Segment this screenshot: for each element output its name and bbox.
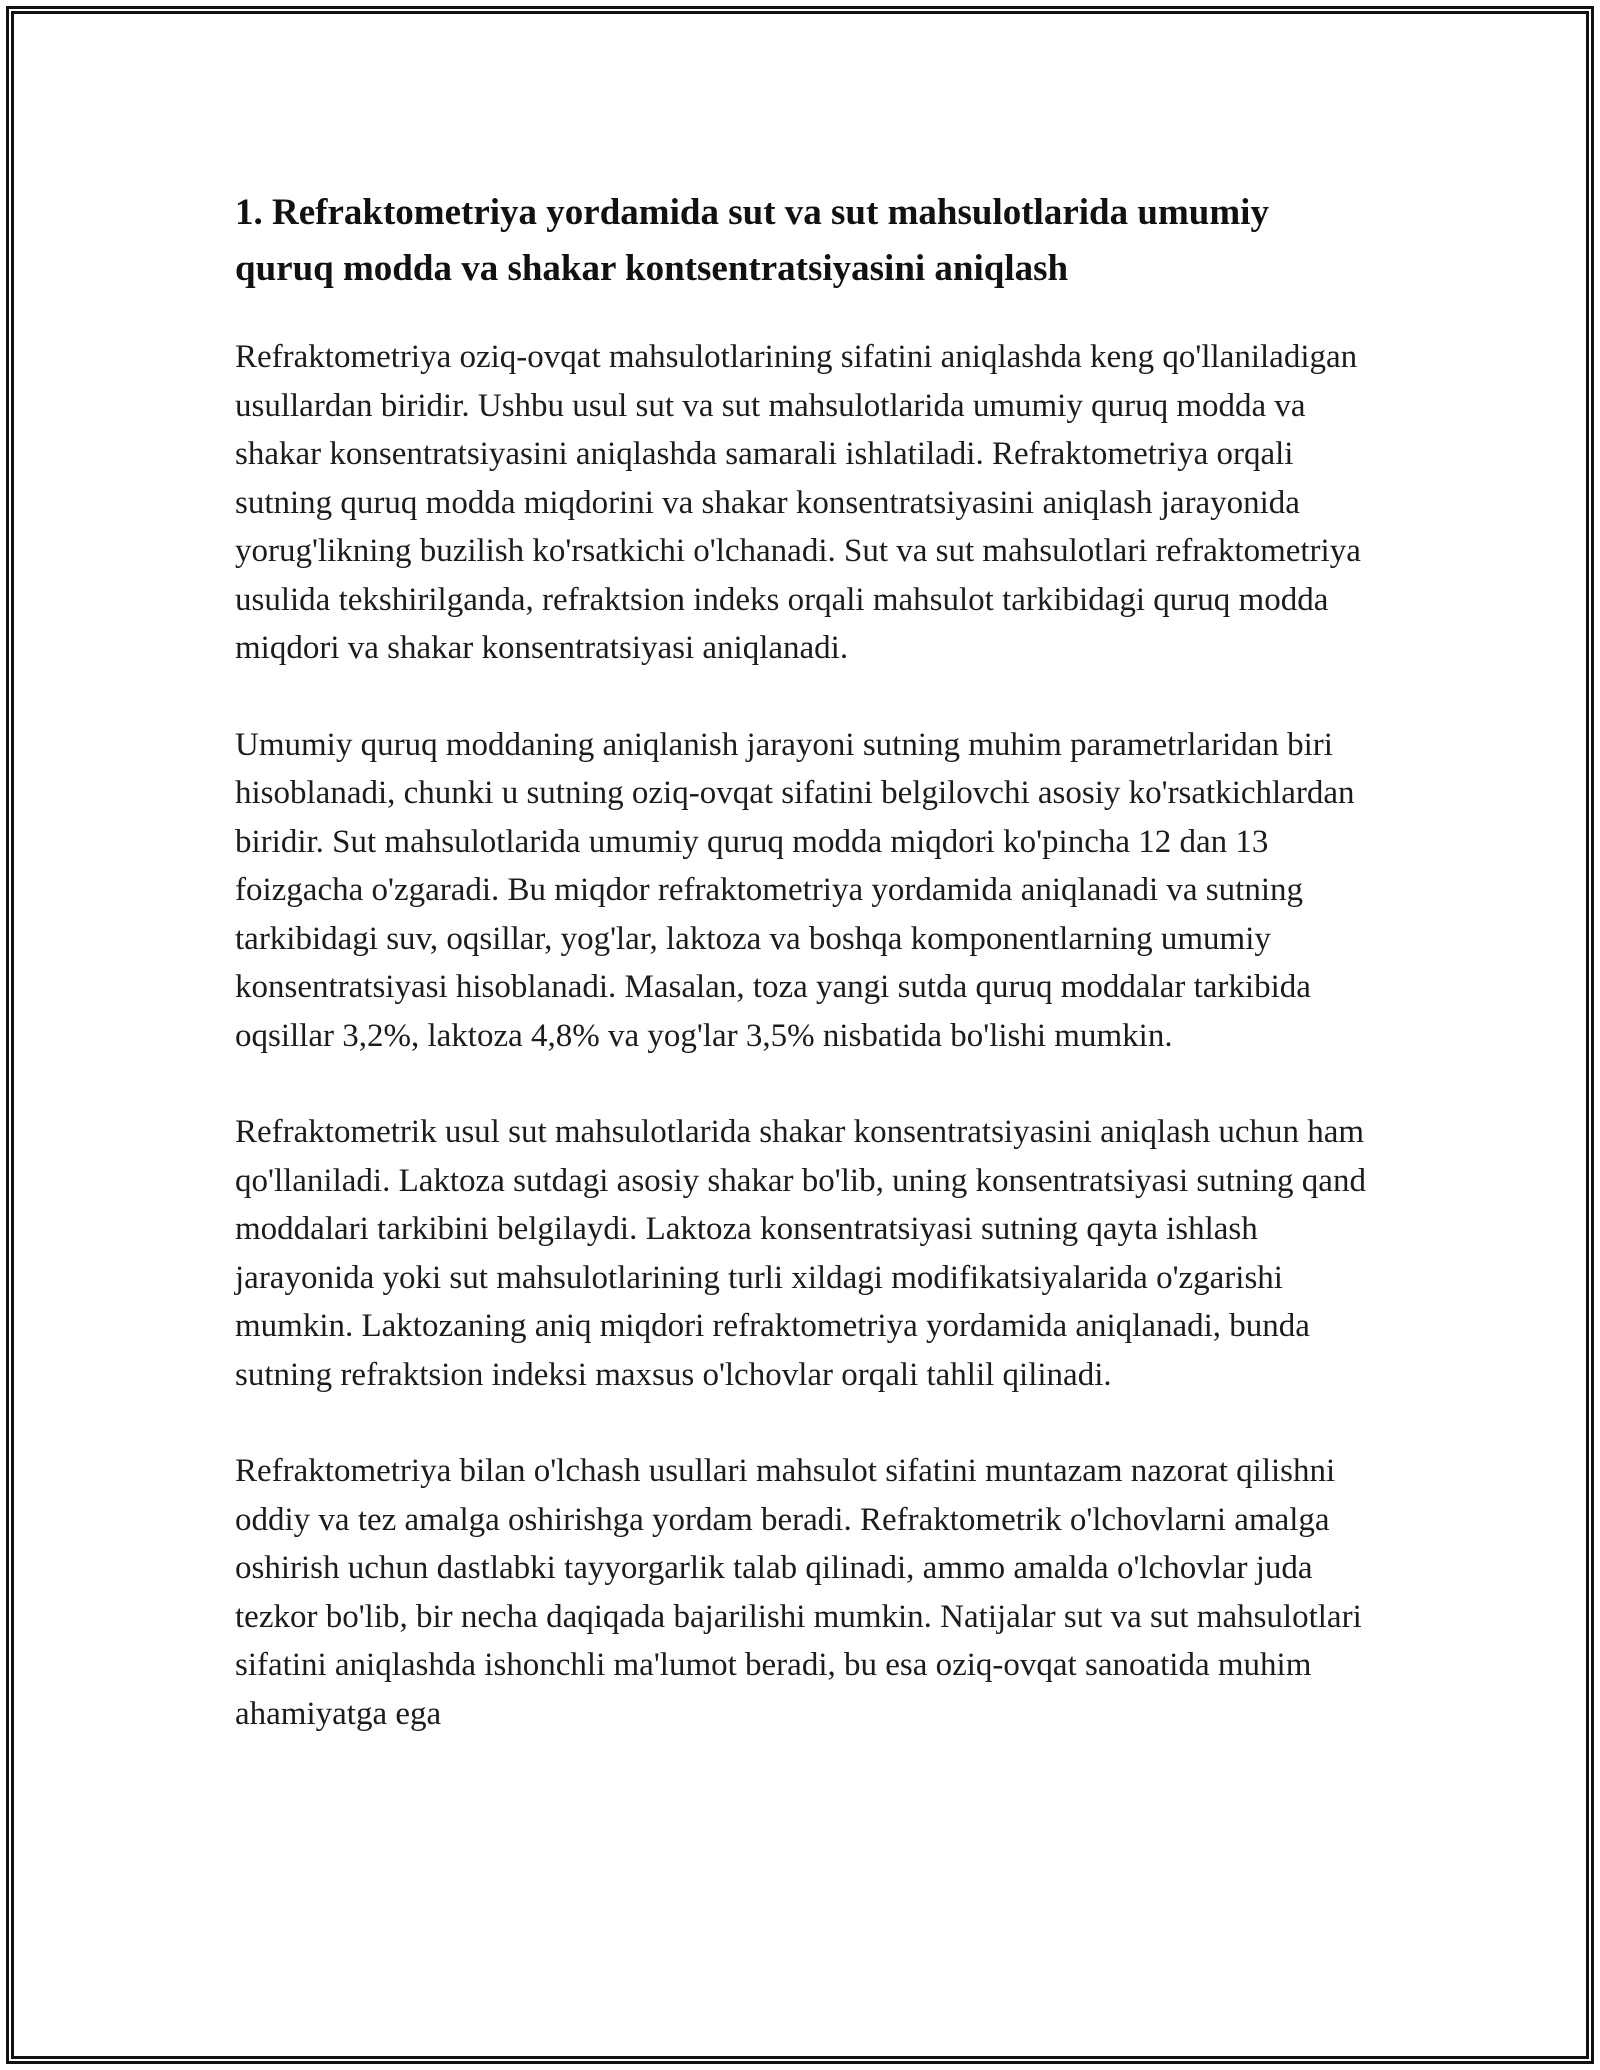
paragraph-2: Umumiy quruq moddaning aniqlanish jarayoni sutning muhim parametrlaridan biri hisoblanadi, chunki u sutning oziq-ovqat sifatini belgilovchi asosiy ko'rsatkichlardan biridir. Sut mahsulotlarida umumiy quruq modda miqdori ko'pincha 12 dan 13 foizgacha o'zgaradi. Bu miqdor refraktometriya yordamida aniqlanadi va sutning tarkibidagi suv, oqsillar, yog'lar, laktoza va boshqa komponentlarning umumiy konsentratsiyasi hisoblanadi. Masalan, toza yangi sutda quruq moddalar tarkibida oqsillar 3,2%, laktoza 4,8% va yog'lar 3,5% nisbatida bo'lishi mumkin. xyxy=(235,726,1355,1054)
section-title: 1. Refraktometriya yordamida sut va sut mahsulotlarida umumiy quruq modda va shakar kontsentratsiyasini aniqlash xyxy=(235,192,1269,289)
paragraph-4: Refraktometriya bilan o'lchash usullari mahsulot sifatini muntazam nazorat qilishni oddiy va tez amalga oshirishga yordam beradi. Refraktometrik o'lchovlarni amalga oshirish uchun dastlabki tayyorgarlik talab qilinadi, ammo amalda o'lchovlar juda tezkor bo'lib, bir necha daqiqada bajarilishi mumkin. Natijalar sut va sut mahsulotlari sifatini aniqlashda ishonchli ma'lumot beradi, bu esa oziq-ovqat sanoatida muhim ahamiyatga ega xyxy=(235,1453,1362,1732)
paragraph-3: Refraktometrik usul sut mahsulotlarida shakar konsentratsiyasini aniqlash uchun ham qo'llaniladi. Laktoza sutdagi asosiy shakar bo'lib, uning konsentratsiyasi sutning qand moddalari tarkibini belgilaydi. Laktoza konsentratsiyasi sutning qayta ishlash jarayonida yoki sut mahsulotlarining turli xildagi modifikatsiyalarida o'zgarishi mumkin. Laktozaning aniq miqdori refraktometriya yordamida aniqlanadi, bunda sutning refraktsion indeksi maxsus o'lchovlar orqali tahlil qilinadi. xyxy=(235,1114,1366,1393)
document-page xyxy=(235,185,1375,1786)
paragraph-1: Refraktometriya oziq-ovqat mahsulotlarining sifatini aniqlashda keng qo'llaniladigan usullardan biridir. Ushbu usul sut va sut mahsulotlarida umumiy quruq modda va shakar konsentratsiyasini aniqlashda samarali ishlatiladi. Refraktometriya orqali sutning quruq modda miqdorini va shakar konsentratsiyasini aniqlash jarayonida yorug'likning buzilish ko'rsatkichi o'lchanadi. Sut va sut mahsulotlari refraktometriya usulida tekshirilganda, refraktsion indeks orqali mahsulot tarkibidagi quruq modda miqdori va shakar konsentratsiyasi aniqlanadi. xyxy=(235,339,1361,666)
